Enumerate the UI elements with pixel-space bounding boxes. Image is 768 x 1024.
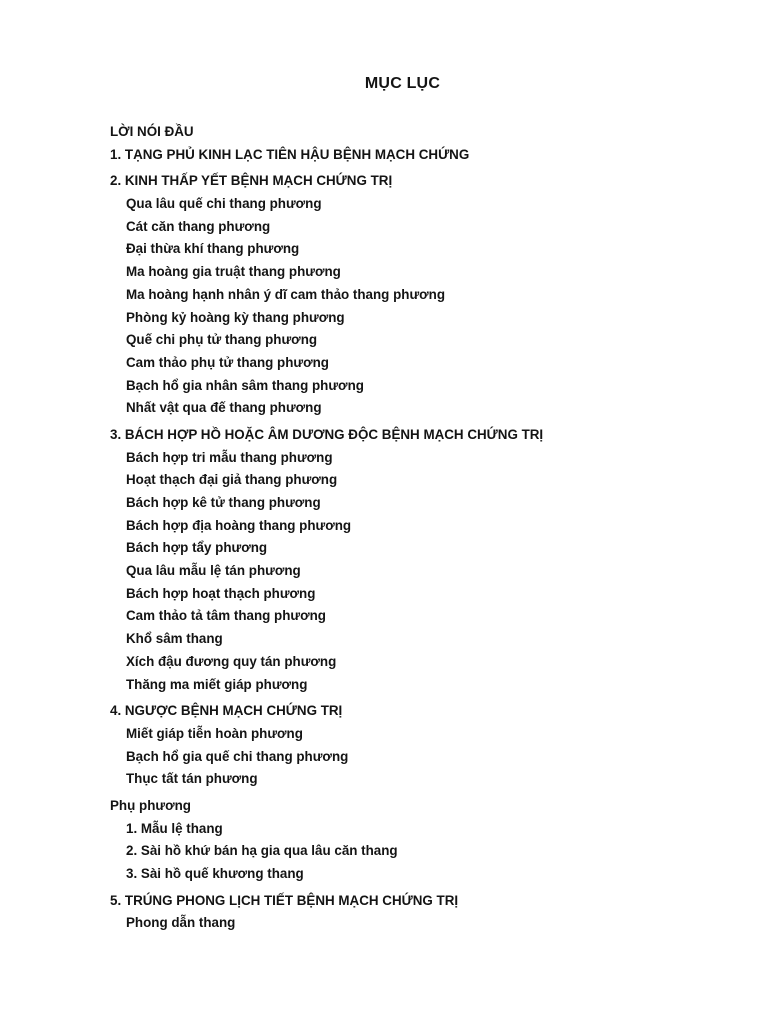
toc-item: Bách hợp hoạt thạch phương — [126, 585, 316, 601]
toc-item: Khổ sâm thang — [126, 631, 223, 647]
toc-item: Miết giáp tiễn hoàn phương — [126, 725, 303, 741]
toc-item: 2. Sài hồ khứ bán hạ gia qua lâu căn thang — [126, 843, 398, 859]
toc-item: Bạch hổ gia nhân sâm thang phương — [126, 377, 364, 393]
toc-item: 3. Sài hồ quế khương thang — [126, 866, 304, 881]
toc-item: Qua lâu quế chi thang phương — [126, 196, 322, 212]
toc-item: Phong dẫn thang — [126, 915, 236, 931]
toc-heading: 1. TẠNG PHỦ KINH LẠC TIÊN HẬU BỆNH MẠCH CHỨNG — [110, 146, 470, 162]
table-of-contents — [110, 121, 750, 935]
toc-item: Bách hợp tẩy phương — [126, 540, 268, 556]
toc-item: Xích đậu đương quy tán phương — [126, 653, 337, 669]
toc-item: Bách hợp địa hoàng thang phương — [126, 517, 352, 533]
toc-heading: 4. NGƯỢC BỆNH MẠCH CHỨNG TRỊ — [110, 703, 343, 719]
toc-item: Bách hợp tri mẫu thang phương — [126, 449, 333, 465]
toc-item: Bạch hổ gia quế chi thang phương — [126, 748, 349, 764]
toc-item: Phòng kỷ hoàng kỳ thang phương — [126, 309, 345, 325]
toc-item: Thục tất tán phương — [126, 771, 258, 787]
toc-item: Nhất vật qua đế thang phương — [126, 400, 322, 416]
toc-item: Hoạt thạch đại giả thang phương — [126, 472, 338, 488]
page-title: MỤC LỤC — [364, 75, 441, 92]
toc-heading: Phụ phương — [110, 797, 191, 813]
toc-heading: LỜI NÓI ĐẦU — [110, 124, 194, 139]
toc-item: Bách hợp kê tử thang phương — [126, 495, 321, 510]
toc-item: Thăng ma miết giáp phương — [126, 676, 308, 692]
toc-item: Ma hoàng gia truật thang phương — [126, 264, 341, 280]
toc-item: 1. Mẫu lệ thang — [126, 820, 223, 836]
toc-item: Ma hoàng hạnh nhân ý dĩ cam thảo thang phương — [126, 286, 446, 302]
toc-item: Cam thảo tả tâm thang phương — [126, 608, 326, 624]
toc-item: Quế chi phụ tử thang phương — [126, 332, 318, 348]
toc-heading: 2. KINH THẤP YẾT BỆNH MẠCH CHỨNG TRỊ — [110, 173, 393, 189]
toc-item: Cát căn thang phương — [126, 218, 271, 234]
toc-item: Cam thảo phụ tử thang phương — [126, 354, 329, 370]
toc-heading: 3. BÁCH HỢP HỒ HOẶC ÂM DƯƠNG ĐỘC BỆNH MẠCH CHỨNG TRỊ — [110, 426, 544, 442]
toc-heading: 5. TRÚNG PHONG LỊCH TIẾT BỆNH MẠCH CHỨNG TRỊ — [110, 892, 459, 908]
toc-item: Qua lâu mẫu lệ tán phương — [126, 563, 301, 579]
toc-item: Đại thừa khí thang phương — [126, 241, 300, 257]
